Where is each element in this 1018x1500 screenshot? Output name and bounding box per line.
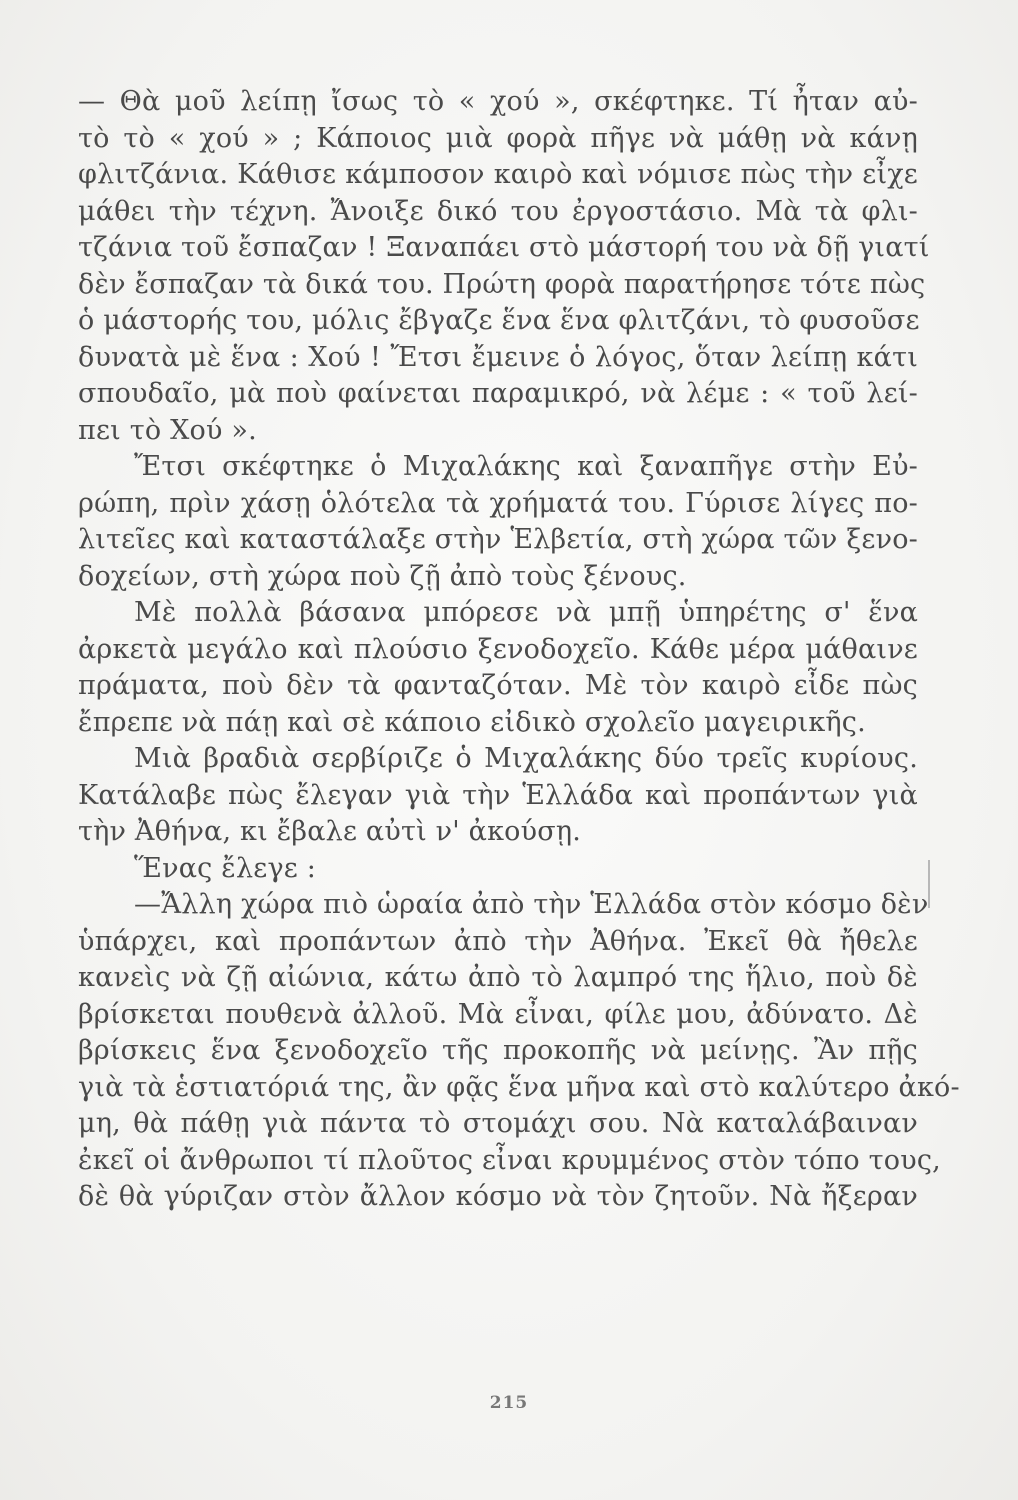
text-line: Μιὰ βραδιὰ σερβίριζε ὁ Μιχαλάκης δύο τρεῖς κυρίους. <box>134 743 918 774</box>
text-line: σπουδαῖο, μὰ ποὺ φαίνεται παραμικρό, νὰ λέμε : « τοῦ λεί- <box>78 378 918 409</box>
margin-mark <box>928 860 930 908</box>
text-line: Μὲ πολλὰ βάσανα μπόρεσε νὰ μπῇ ὑπηρέτης σ' ἕνα <box>134 597 918 628</box>
text-line: φλιτζάνια. Κάθισε κάμποσον καιρὸ καὶ νόμισε πὼς τὴν εἶχε <box>78 159 918 190</box>
text-line: τὴν Ἀθήνα, κι ἔβαλε αὐτὶ ν' ἀκούσῃ. <box>78 816 582 847</box>
text-line: — Θὰ μοῦ λείπῃ ἴσως τὸ « χού », σκέφτηκε. Τί ἦταν αὐ- <box>78 86 918 117</box>
text-line: πει τὸ Χού ». <box>78 414 257 446</box>
text-line: Ἔτσι σκέφτηκε ὁ Μιχαλάκης καὶ ξαναπῆγε στὴν Εὐ- <box>134 451 918 482</box>
text-line: τὸ τὸ « χού » ; Κάποιος μιὰ φορὰ πῆγε νὰ μάθῃ νὰ κάνῃ <box>78 122 918 154</box>
text-line: δοχείων, στὴ χώρα ποὺ ζῇ ἀπὸ τοὺς ξένους. <box>78 560 687 592</box>
text-line: γιὰ τὰ ἑστιατόριά της, ἂν φᾷς ἕνα μῆνα καὶ στὸ καλύτερο ἀκό- <box>78 1071 960 1103</box>
page-number: 215 <box>489 1393 529 1413</box>
text-line: μάθει τὴν τέχνη. Ἄνοιξε δικό του ἐργοστάσιο. Μὰ τὰ φλι- <box>78 195 918 227</box>
text-line: —Ἄλλη χώρα πιὸ ὡραία ἀπὸ τὴν Ἑλλάδα στὸν κόσμο δὲν <box>134 889 929 920</box>
text-line: πράματα, ποὺ δὲν τὰ φανταζόταν. Μὲ τὸν καιρὸ εἶδε πὼς <box>78 670 918 701</box>
text-line: δυνατὰ μὲ ἕνα : Χού ! Ἔτσι ἔμεινε ὁ λόγος, ὅταν λείπῃ κάτι <box>78 341 918 373</box>
text-line: ὁ μάστορής του, μόλις ἔβγαζε ἕνα ἕνα φλιτζάνι, τὸ φυσοῦσε <box>78 305 920 336</box>
text-line: δὲ θὰ γύριζαν στὸν ἄλλον κόσμο νὰ τὸν ζητοῦν. Νὰ ἤξεραν <box>78 1181 918 1212</box>
text-line: ἐκεῖ οἱ ἄνθρωποι τί πλοῦτος εἶναι κρυμμένος στὸν τόπο τους, <box>78 1144 941 1176</box>
body-text <box>78 84 960 1216</box>
text-line: δὲν ἔσπαζαν τὰ δικά του. Πρώτη φορὰ παρατήρησε τότε πὼς <box>78 268 926 300</box>
text-line: ἀρκετὰ μεγάλο καὶ πλούσιο ξενοδοχεῖο. Κάθε μέρα μάθαινε <box>78 633 918 665</box>
text-line: μη, θὰ πάθῃ γιὰ πάντα τὸ στομάχι σου. Νὰ καταλάβαιναν <box>78 1108 918 1139</box>
text-line: Κατάλαβε πὼς ἔλεγαν γιὰ τὴν Ἑλλάδα καὶ προπάντων γιὰ <box>78 779 918 811</box>
text-line: Ἕνας ἔλεγε : <box>134 852 317 884</box>
text-line: ἔπρεπε νὰ πάῃ καὶ σὲ κάποιο εἰδικὸ σχολεῖο μαγειρικῆς. <box>78 706 866 738</box>
text-line: λιτεῖες καὶ καταστάλαξε στὴν Ἑλβετία, στὴ χώρα τῶν ξενο- <box>78 524 918 555</box>
text-line: βρίσκεις ἕνα ξενοδοχεῖο τῆς προκοπῆς νὰ μείνῃς. Ἂν πῇς <box>78 1035 918 1066</box>
text-line: τζάνια τοῦ ἔσπαζαν ! Ξαναπάει στὸ μάστορή του νὰ δῇ γιατί <box>78 232 930 263</box>
text-line: κανεὶς νὰ ζῇ αἰώνια, κάτω ἀπὸ τὸ λαμπρό της ἥλιο, ποὺ δὲ <box>78 962 918 993</box>
text-line: βρίσκεται πουθενὰ ἀλλοῦ. Μὰ εἶναι, φίλε μου, ἀδύνατο. Δὲ <box>78 998 918 1030</box>
text-line: ὑπάρχει, καὶ προπάντων ἀπὸ τὴν Ἀθήνα. Ἐκεῖ θὰ ἤθελε <box>78 925 918 957</box>
text-line: ρώπη, πρὶν χάσῃ ὁλότελα τὰ χρήματά του. Γύρισε λίγες πο- <box>78 487 918 519</box>
